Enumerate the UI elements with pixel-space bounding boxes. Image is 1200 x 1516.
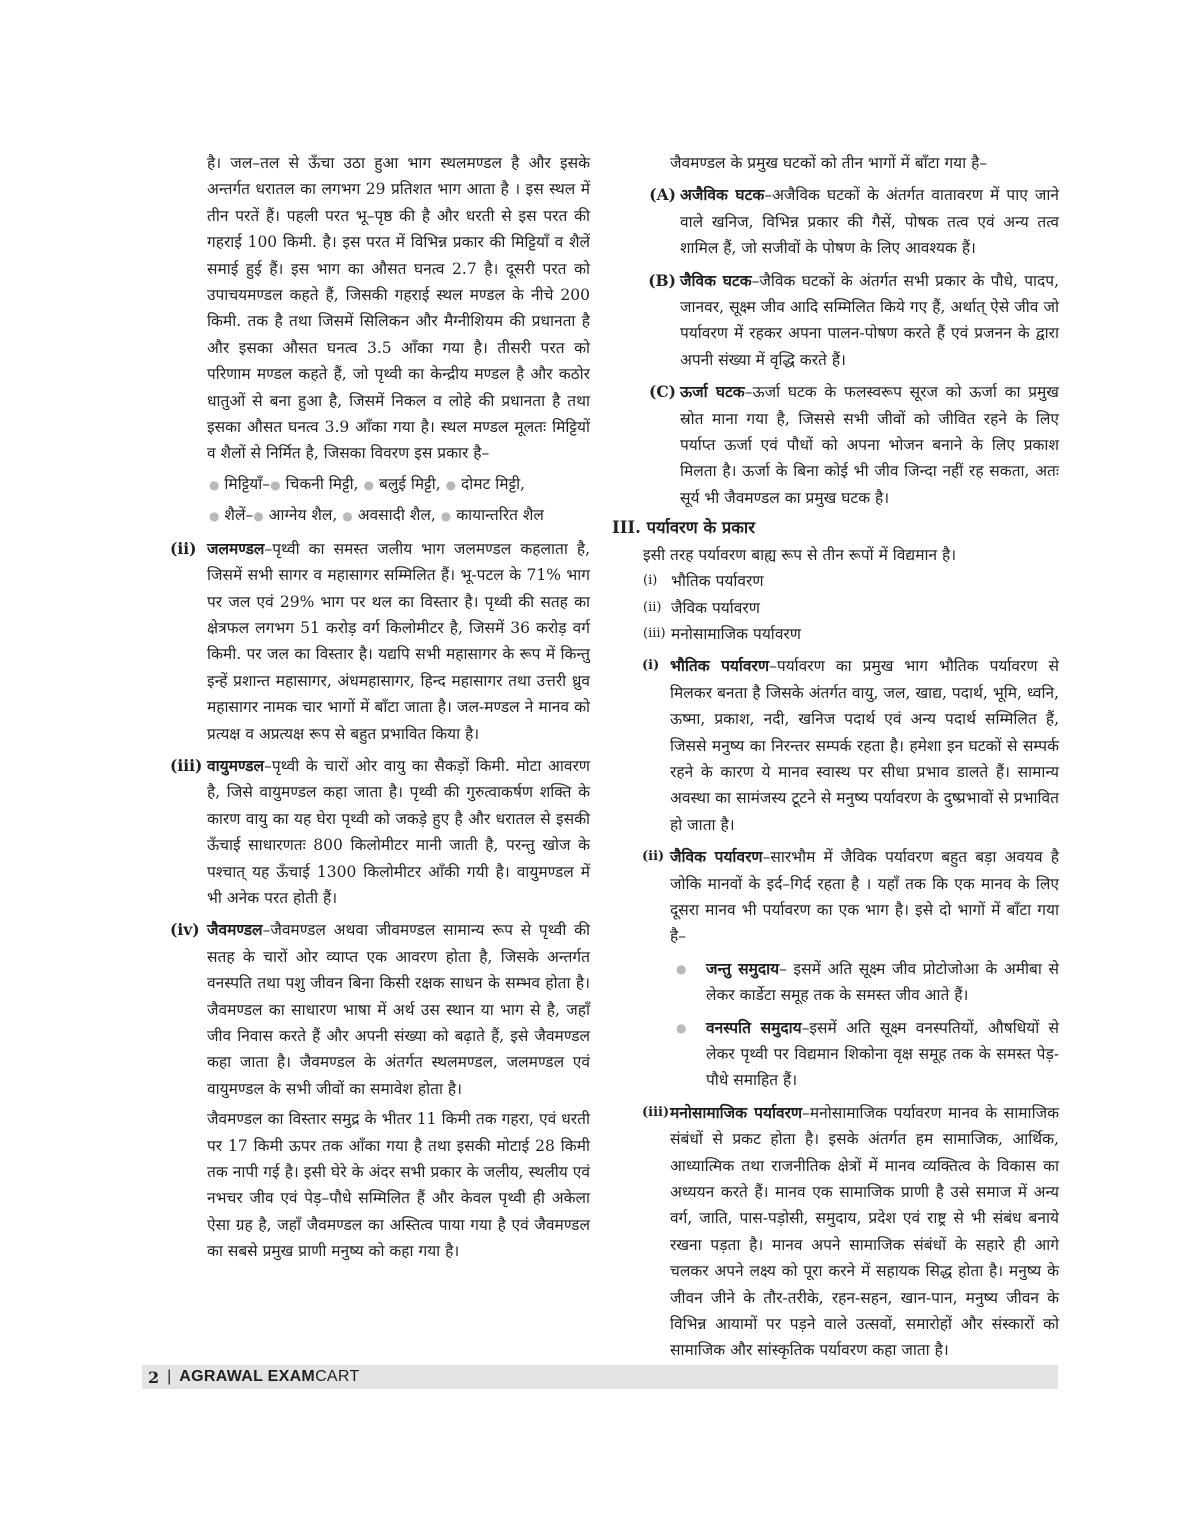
- physical-environment-item: [612, 653, 1059, 838]
- item-number: (C): [648, 382, 676, 402]
- item-text: –जैवमण्डल अथवा जीवमण्डल सामान्य रूप से पृथ्वी की सतह के चारों ओर व्याप्त एक आवरण होता है, जिसके अन्तर्गत वनस्पति तथा पशु जीवन बिना किसी रक्षक साधन के सम्भव होता है। जैवमण्डल का साधारण भाषा में अर्थ उस स्थान या भाग से है, जहाँ जीव निवास करते हैं और अपनी संख्या को बढ़ाते हैं, इसे जैवमण्डल कहा जाता है। जैवमण्डल के अंतर्गत स्थलमण्डल, जलमण्डल एवं वायुमण्डल के सभी जीवों का समावेश होता है।: [207, 921, 590, 1098]
- item-text: –सारभौम में जैविक पर्यावरण बहुत बड़ा अवयव है जोकि मानवों के इर्द–गिर्द रहता है । यहाँ तक कि एक मानव के लिए दूसरा मानव भी पर्यावरण का एक भाग है। इसे दो भागों में बाँटा गया है–: [670, 848, 1059, 946]
- item-number: (ii): [642, 849, 665, 865]
- item-text: –ऊर्जा घटक के फलस्वरूप सूरज को ऊर्जा का प्रमुख स्रोत माना गया है, जिससे सभी जीवों को जीवित रहने के लिए पर्याप्त ऊर्जा एवं पौधों को अपना भोजन बनाने के लिए प्रकाश मिलता है। ऊर्जा के बिना कोई भी जीव जिन्दा नहीं रह सकता, अतः सूर्य भी जैवमण्डल का प्रमुख घटक है।: [680, 383, 1059, 507]
- biosphere-item: [170, 917, 590, 1102]
- plant-community-bullet: [612, 1015, 1059, 1094]
- biological-environment-item: [612, 844, 1059, 950]
- component-item-biotic: [612, 268, 1059, 374]
- page-footer: [142, 1365, 1058, 1389]
- rock-heading: शैलें–: [224, 506, 254, 525]
- item-label: भौतिक पर्यावरण: [671, 572, 764, 591]
- bullet-icon: ●: [253, 509, 264, 524]
- item-number: (iv): [170, 920, 200, 940]
- bullet-icon: ●: [440, 509, 452, 524]
- item-number: (ii): [170, 538, 197, 558]
- item-number: (i): [642, 658, 660, 674]
- list-item: [643, 621, 1059, 647]
- item-text: –पृथ्वी का समस्त जलीय भाग जलमण्डल कहलाता है, जिसमें सभी सागर व महासागर सम्मिलित हैं। भू-पटल के 71% भाग पर जल एवं 29% भाग पर थल का विस्तार है। पृथ्वी की सतह का क्षेत्रफल लगभग 51 करोड़ वर्ग किलोमीटर है, जिसमें 36 करोड़ वर्ग किमी. पर जल का विस्तार है। यद्यपि सभी महासागर के रूप में किन्तु इन्हें प्रशान्त महासागर, अंधमहासागर, हिन्द महासागर तथा उत्तरी ध्रुव महासागर नामक चार भागों में बाँटा जाता है। जल-मण्डल ने मानव को प्रत्यक्ष व अप्रत्यक्ष रूप से बहुत प्रभावित किया है।: [207, 539, 590, 743]
- item-term: जैविक पर्यावरण: [670, 847, 763, 867]
- item-number: (B): [648, 270, 676, 290]
- item-term: जैविक घटक: [680, 270, 752, 290]
- item-text: –पर्यावरण का प्रमुख भाग भौतिक पर्यावरण से मिलकर बनता है जिसके अंतर्गत वायु, जल, खाद्य, पदार्थ, भूमि, ध्वनि, ऊष्मा, प्रकाश, नदी, खनिज पदार्थ एवं अन्य पदार्थ सम्मिलित हैं, जिससे मनुष्य का निरन्तर सम्पर्क रहता है। हमेशा इन घटकों से सम्पर्क रहने के कारण ये मानव स्वास्थ पर सीधा प्रभाव डालते हैं। सामान्य अवस्था का सामंजस्य टूटने से मनुष्य पर्यावरण के दुष्प्रभावों से प्रभावित हो जाता है।: [670, 657, 1059, 834]
- item-label: मनोसामाजिक पर्यावरण: [671, 624, 801, 643]
- atmosphere-item: [170, 753, 590, 911]
- section-heading: III. पर्यावरण के प्रकार: [612, 518, 755, 538]
- item-term: अजैविक घटक: [680, 185, 765, 205]
- biosphere-extent-paragraph: जैवमण्डल का विस्तार समुद्र के भीतर 11 किमी तक गहरा, एवं धरती पर 17 किमी ऊपर तक आँका गया है तथा इसकी मोटाई 28 किमी तक नापी गई है। इसी घेरे के अंदर सभी प्रकार के जलीय, स्थलीय एवं नभचर जीव एवं पेड़–पौधे सम्मिलित हैं और केवल पृथ्वी ही अकेला ऐसा ग्रह है, जहाँ जैवमण्डल का अस्तित्व पाया गया है एवं जैवमण्डल का सबसे प्रमुख प्राणी मनुष्य को कहा गया है।: [207, 1110, 590, 1261]
- item-term: ऊर्जा घटक: [680, 382, 745, 402]
- item-term: वनस्पति समुदाय: [706, 1017, 802, 1037]
- item-term: जन्तु समुदाय: [706, 958, 780, 978]
- psychosocial-environment-item: [612, 1100, 1059, 1364]
- component-item-abiotic: [612, 182, 1059, 261]
- brand-logo: [179, 1368, 359, 1386]
- left-column: [170, 150, 590, 1265]
- item-number: (iii): [643, 625, 666, 641]
- item-label: जैविक पर्यावरण: [671, 598, 760, 617]
- item-number: (iii): [170, 755, 203, 775]
- bullet-icon: ●: [676, 961, 687, 976]
- item-term: भौतिक पर्यावरण: [670, 656, 770, 676]
- item-text: –इसमें अति सूक्ष्म वनस्पतियों, औषधियों से लेकर पृथ्वी पर विद्यमान शिकोना वृक्ष समूह तक के समस्त पेड़- पौधे समाहित हैं।: [706, 1018, 1059, 1090]
- item-term: जैवमण्डल: [207, 920, 263, 940]
- item-text: –जैविक घटकों के अंतर्गत सभी प्रकार के पौधे, पादप, जानवर, सूक्ष्म जीव आदि सम्मिलित किये गए हैं, अर्थात् ऐसे जीव जो पर्यावरण में रहकर अपना पालन-पोषण करते हैं एवं प्रजनन के द्वारा अपनी संख्या में वृद्धि करते हैं।: [680, 271, 1060, 369]
- soil-item: चिकनी मिट्टी,: [285, 474, 359, 493]
- soil-item: बलुई मिट्टी,: [378, 474, 441, 493]
- soil-item: दोमट मिट्टी,: [461, 474, 526, 493]
- item-number: (i): [643, 573, 658, 589]
- item-number: (ii): [643, 599, 662, 615]
- components-intro: जैवमण्डल के प्रमुख घटकों को तीन भागों में बाँटा गया है–: [670, 154, 988, 172]
- right-column: [612, 150, 1059, 1364]
- item-number: (iii): [642, 1104, 670, 1120]
- item-text: – इसमें अति सूक्ष्म जीव प्रोटोजोआ के अमीबा से लेकर कार्डेटा समूह तक के समस्त जीव आते हैं।: [706, 959, 1059, 1005]
- component-item-energy: [612, 379, 1059, 511]
- soil-list: [207, 471, 590, 498]
- item-term: मनोसामाजिक पर्यावरण: [670, 1102, 803, 1122]
- page-number: 2: [148, 1367, 160, 1387]
- bullet-icon: ●: [270, 477, 281, 492]
- item-term: वायुमण्डल: [207, 755, 265, 775]
- section-intro: इसी तरह पर्यावरण बाह्य रूप से तीन रूपों में विद्यमान है।: [643, 545, 957, 564]
- bullet-icon: ●: [363, 477, 375, 492]
- item-text: –अजैविक घटकों के अंतर्गत वातावरण में पाए जाने वाले खनिज, विभिन्न प्रकार की गैसें, पोषक तत्व एवं अन्य तत्व शामिल हैं, जो सजीवों के पोषण के लिए आवश्यक हैं।: [680, 186, 1059, 258]
- bullet-icon: ●: [342, 509, 353, 524]
- item-number: (A): [649, 185, 676, 205]
- animal-community-bullet: [612, 956, 1059, 1009]
- rock-list: [207, 502, 590, 529]
- rock-item: कायान्तरित शैल: [456, 506, 544, 525]
- brand-bold: AGRAWAL EXAM: [179, 1368, 316, 1385]
- bullet-icon: ●: [676, 1020, 687, 1035]
- list-item: [643, 595, 1059, 621]
- item-text: –मनोसामाजिक पर्यावरण मानव के सामाजिक संबंधों से प्रकट होता है। इसके अंतर्गत हम सामाजिक, आर्थिक, आध्यात्मिक तथा राजनीतिक क्षेत्रों में मानव व्यक्तित्व के विकास का अध्ययन करते हैं। मानव एक सामाजिक प्राणी है उसे समाज में अन्य वर्ग, जाति, पास-पड़ोसी, समुदाय, प्रदेश एवं राष्ट्र से भी संबंध बनाये रखना पड़ता है। मानव अपने सामाजिक संबंधों के सहारे ही आगे चलकर अपने लक्ष्य को पूरा करने में सहायक सिद्ध होता है। मनुष्य के जीवन जीने के तौर-तरीके, रहन-सहन, खान-पान, मनुष्य जीवन के विभिन्न आयामों पर पड़ने वाले उत्सवों, समारोहों और संस्कारों को सामाजिक और सांस्कृतिक पर्यावरण कहा जाता है।: [670, 1103, 1059, 1360]
- bullet-icon: ●: [445, 477, 457, 492]
- types-list: [612, 568, 1059, 647]
- bullet-icon: ●: [209, 509, 220, 524]
- soil-heading: मिट्टियाँ–: [224, 474, 271, 493]
- lithosphere-paragraph: है। जल–तल से ऊँचा उठा हुआ भाग स्थलमण्डल है और इसके अन्तर्गत धरातल का लगभग 29 प्रतिशत भाग आता है । इस स्थल में तीन परतें हैं। पहली परत भू–पृष्ठ की है और धरती से इस परत की गहराई 100 किमी. है। इस परत में विभिन्न प्रकार की मिट्टियाँ व शैलें समाई हुई हैं। इस भाग का औसत घनत्व 2.7 है। दूसरी परत को उपाचयमण्डल कहते हैं, जिसकी गहराई स्थल मण्डल के नीचे 200 किमी. तक है तथा जिसमें सिलिकन और मैग्नीशियम की प्रधानता है और इसका औसत घनत्व 3.5 आँका गया है। तीसरी परत को परिणाम मण्डल कहते हैं, जो पृथ्वी का केन्द्रीय मण्डल है और कठोर धातुओं से बना हुआ है, जिसमें निकल व लोहे की प्रधानता है तथा इसका औसत घनत्व 3.9 आँका गया है। स्थल मण्डल मूलतः मिट्टियों व शैलों से निर्मित है, जिसका विवरण इस प्रकार है–: [207, 154, 590, 463]
- footer-separator: |: [167, 1368, 172, 1385]
- bullet-icon: ●: [209, 477, 220, 492]
- list-item: [643, 568, 1059, 594]
- brand-light: CART: [315, 1368, 360, 1385]
- hydrosphere-item: [170, 536, 590, 747]
- rock-item: आग्नेय शैल,: [268, 506, 338, 525]
- item-text: –पृथ्वी के चारों ओर वायु का सैकड़ों किमी. मोटा आवरण है, जिसे वायुमण्डल कहा जाता है। पृथ्वी की गुरुत्वाकर्षण शक्ति के कारण वायु का यह घेरा पृथ्वी को जकड़े हुए है और धरातल से इसकी ऊँचाई साधारणतः 800 किलोमीटर मानी जाती है, परन्तु खोज के पश्चात् यह ऊँचाई 1300 किलोमीटर आँकी गयी है। वायुमण्डल में भी अनेक परत होती हैं।: [207, 756, 590, 907]
- item-term: जलमण्डल: [207, 538, 265, 558]
- rock-item: अवसादी शैल,: [357, 506, 436, 525]
